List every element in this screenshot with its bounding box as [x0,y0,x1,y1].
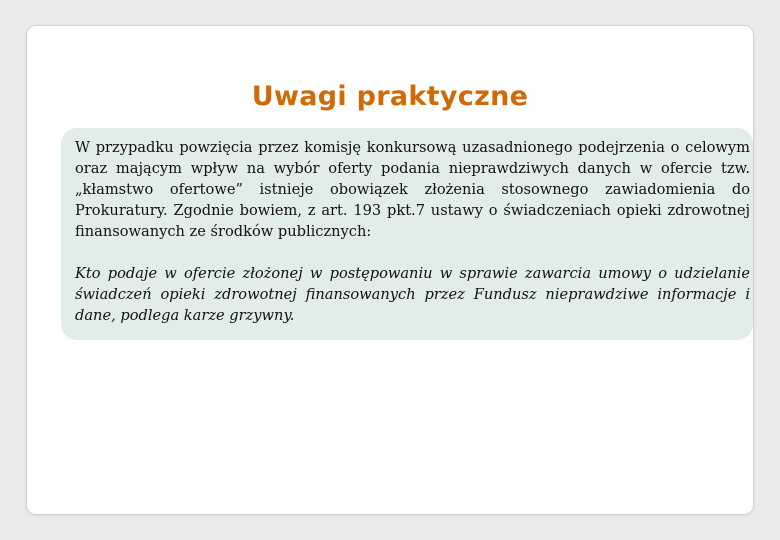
content-box [61,128,753,340]
slide-title: Uwagi praktyczne [251,81,529,112]
legal-quote: Kto podaje w ofercie złożonej w postępowaniu w sprawie zawarcia umowy o udzielanie świadczeń opieki zdrowotnej finansowanych przez Fundusz nieprawdziwe informacje i dane, podlega karze grzywny. [75,265,750,324]
slide [26,25,754,515]
body-paragraph: W przypadku powzięcia przez komisję konkursową uzasadnionego podejrzenia o celowym oraz mającym wpływ na wybór oferty podania nieprawdziwych danych w ofercie tzw. „kłamstwo ofertowe” istnieje obowiązek złożenia stosownego zawiadomienia do Prokuratury. Zgodnie bowiem, z art. 193 pkt.7 ustawy o świadczeniach opieki zdrowotnej finansowanych ze środków publicznych: [75,139,750,240]
